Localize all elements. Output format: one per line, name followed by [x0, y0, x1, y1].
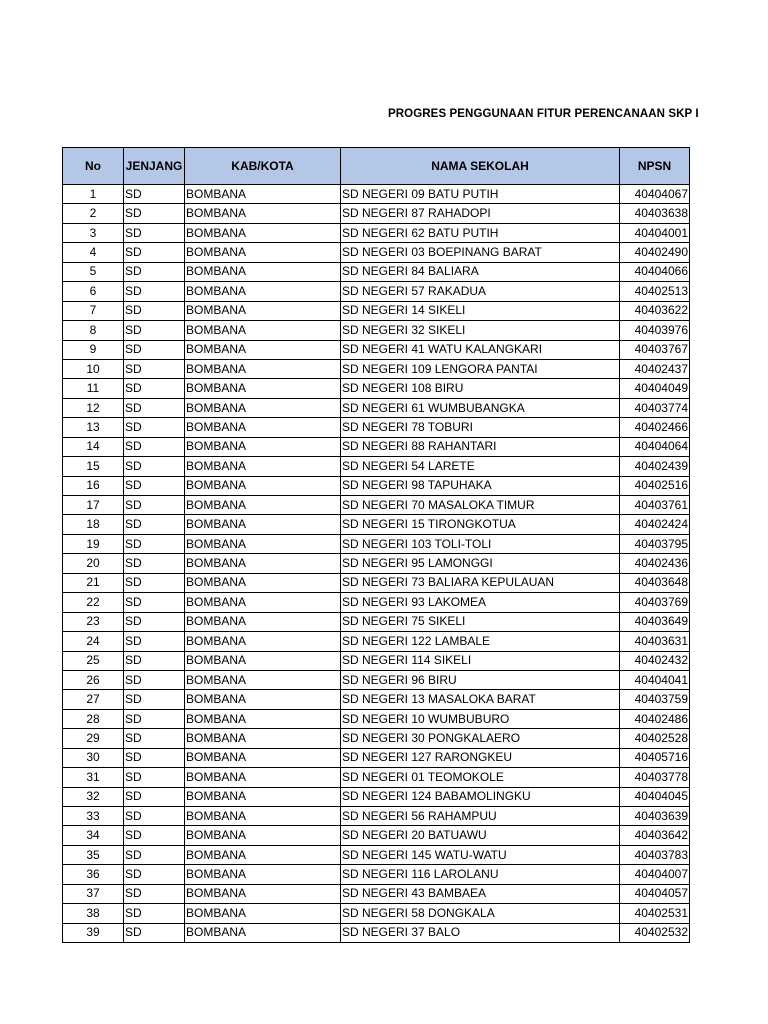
cell-no[interactable]: 36 [63, 865, 124, 884]
cell-kab-kota[interactable]: BOMBANA [185, 670, 341, 689]
header-row [63, 148, 690, 185]
cell-no[interactable]: 21 [63, 573, 124, 592]
cell-kab-kota[interactable]: BOMBANA [185, 457, 341, 476]
cell-no[interactable]: 14 [63, 437, 124, 456]
cell-nama-sekolah[interactable]: SD NEGERI 61 WUMBUBANGKA [341, 398, 620, 417]
cell-no[interactable]: 7 [63, 301, 124, 320]
cell-nama-sekolah[interactable]: SD NEGERI 01 TEOMOKOLE [341, 768, 620, 787]
cell-npsn[interactable]: 40403976 [620, 321, 690, 340]
cell-npsn[interactable]: 40403774 [620, 398, 690, 417]
cell-jenjang[interactable]: SD [124, 573, 185, 592]
cell-nama-sekolah[interactable]: SD NEGERI 32 SIKELI [341, 321, 620, 340]
cell-npsn[interactable]: 40403648 [620, 573, 690, 592]
cell-no[interactable]: 28 [63, 709, 124, 728]
table-row [63, 690, 690, 709]
table-row [63, 904, 690, 923]
table-row [63, 651, 690, 670]
cell-npsn[interactable]: 40402532 [620, 923, 690, 942]
cell-npsn[interactable]: 40403778 [620, 768, 690, 787]
cell-jenjang[interactable]: SD [124, 787, 185, 806]
cell-kab-kota[interactable]: BOMBANA [185, 884, 341, 903]
cell-kab-kota[interactable]: BOMBANA [185, 282, 341, 301]
cell-nama-sekolah[interactable]: SD NEGERI 10 WUMBUBURO [341, 709, 620, 728]
cell-no[interactable]: 19 [63, 534, 124, 553]
cell-nama-sekolah[interactable]: SD NEGERI 116 LAROLANU [341, 865, 620, 884]
cell-nama-sekolah[interactable]: SD NEGERI 127 RARONGKEU [341, 748, 620, 767]
cell-npsn[interactable]: 40402516 [620, 476, 690, 495]
table-row [63, 476, 690, 495]
cell-nama-sekolah[interactable]: SD NEGERI 98 TAPUHAKA [341, 476, 620, 495]
cell-npsn[interactable]: 40404001 [620, 223, 690, 242]
cell-jenjang[interactable]: SD [124, 884, 185, 903]
cell-nama-sekolah[interactable]: SD NEGERI 84 BALIARA [341, 262, 620, 281]
cell-kab-kota[interactable]: BOMBANA [185, 845, 341, 864]
cell-kab-kota[interactable]: BOMBANA [185, 223, 341, 242]
cell-jenjang[interactable]: SD [124, 593, 185, 612]
cell-kab-kota[interactable]: BOMBANA [185, 787, 341, 806]
table-row [63, 787, 690, 806]
cell-npsn[interactable]: 40402490 [620, 243, 690, 262]
table-row [63, 709, 690, 728]
cell-no[interactable]: 4 [63, 243, 124, 262]
cell-kab-kota[interactable]: BOMBANA [185, 748, 341, 767]
cell-kab-kota[interactable]: BOMBANA [185, 243, 341, 262]
cell-jenjang[interactable]: SD [124, 709, 185, 728]
cell-jenjang[interactable]: SD [124, 923, 185, 942]
cell-nama-sekolah[interactable]: SD NEGERI 54 LARETE [341, 457, 620, 476]
cell-no[interactable]: 13 [63, 418, 124, 437]
cell-npsn[interactable]: 40402466 [620, 418, 690, 437]
cell-jenjang[interactable]: SD [124, 340, 185, 359]
cell-kab-kota[interactable]: BOMBANA [185, 651, 341, 670]
cell-kab-kota[interactable]: BOMBANA [185, 709, 341, 728]
cell-npsn[interactable]: 40402432 [620, 651, 690, 670]
cell-npsn[interactable]: 40402528 [620, 729, 690, 748]
table-row [63, 729, 690, 748]
table-row [63, 457, 690, 476]
table-row [63, 923, 690, 942]
cell-jenjang[interactable]: SD [124, 437, 185, 456]
cell-no[interactable]: 32 [63, 787, 124, 806]
cell-no[interactable]: 37 [63, 884, 124, 903]
cell-kab-kota[interactable]: BOMBANA [185, 437, 341, 456]
cell-npsn[interactable]: 40402424 [620, 515, 690, 534]
cell-kab-kota[interactable]: BOMBANA [185, 612, 341, 631]
cell-kab-kota[interactable]: BOMBANA [185, 515, 341, 534]
cell-no[interactable]: 38 [63, 904, 124, 923]
schools-table [62, 147, 690, 943]
table-row [63, 865, 690, 884]
cell-kab-kota[interactable]: BOMBANA [185, 496, 341, 515]
cell-nama-sekolah[interactable]: SD NEGERI 20 BATUAWU [341, 826, 620, 845]
cell-kab-kota[interactable]: BOMBANA [185, 768, 341, 787]
cell-jenjang[interactable]: SD [124, 651, 185, 670]
cell-npsn[interactable]: 40403759 [620, 690, 690, 709]
cell-no[interactable]: 15 [63, 457, 124, 476]
cell-npsn[interactable]: 40403642 [620, 826, 690, 845]
cell-kab-kota[interactable]: BOMBANA [185, 398, 341, 417]
cell-nama-sekolah[interactable]: SD NEGERI 62 BATU PUTIH [341, 223, 620, 242]
cell-jenjang[interactable]: SD [124, 690, 185, 709]
cell-npsn[interactable]: 40404045 [620, 787, 690, 806]
cell-kab-kota[interactable]: BOMBANA [185, 729, 341, 748]
cell-kab-kota[interactable]: BOMBANA [185, 632, 341, 651]
cell-kab-kota[interactable]: BOMBANA [185, 321, 341, 340]
cell-jenjang[interactable]: SD [124, 826, 185, 845]
cell-npsn[interactable]: 40402531 [620, 904, 690, 923]
header-npsn: NPSN [620, 148, 690, 185]
cell-nama-sekolah[interactable]: SD NEGERI 103 TOLI-TOLI [341, 534, 620, 553]
cell-jenjang[interactable]: SD [124, 185, 185, 204]
cell-jenjang[interactable]: SD [124, 223, 185, 242]
cell-kab-kota[interactable]: BOMBANA [185, 204, 341, 223]
table-row [63, 398, 690, 417]
cell-nama-sekolah[interactable]: SD NEGERI 109 LENGORA PANTAI [341, 359, 620, 378]
sheet-title: PROGRES PENGGUNAAN FITUR PERENCANAAN SKP I [388, 108, 699, 120]
cell-nama-sekolah[interactable]: SD NEGERI 14 SIKELI [341, 301, 620, 320]
cell-nama-sekolah[interactable]: SD NEGERI 88 RAHANTARI [341, 437, 620, 456]
cell-npsn[interactable]: 40403622 [620, 301, 690, 320]
table-row [63, 282, 690, 301]
cell-jenjang[interactable]: SD [124, 612, 185, 631]
table-row [63, 826, 690, 845]
table-row [63, 554, 690, 573]
cell-nama-sekolah[interactable]: SD NEGERI 114 SIKELI [341, 651, 620, 670]
cell-npsn[interactable]: 40402486 [620, 709, 690, 728]
cell-kab-kota[interactable]: BOMBANA [185, 904, 341, 923]
cell-no[interactable]: 11 [63, 379, 124, 398]
table-row [63, 612, 690, 631]
table-row [63, 379, 690, 398]
cell-npsn[interactable]: 40404064 [620, 437, 690, 456]
table-body [63, 185, 690, 943]
cell-no[interactable]: 39 [63, 923, 124, 942]
cell-npsn[interactable]: 40403761 [620, 496, 690, 515]
cell-npsn[interactable]: 40404067 [620, 185, 690, 204]
cell-jenjang[interactable]: SD [124, 496, 185, 515]
header-nama-sekolah: NAMA SEKOLAH [341, 148, 620, 185]
cell-npsn[interactable]: 40404007 [620, 865, 690, 884]
cell-kab-kota[interactable]: BOMBANA [185, 865, 341, 884]
cell-no[interactable]: 2 [63, 204, 124, 223]
cell-nama-sekolah[interactable]: SD NEGERI 43 BAMBAEA [341, 884, 620, 903]
cell-nama-sekolah[interactable]: SD NEGERI 145 WATU-WATU [341, 845, 620, 864]
cell-no[interactable]: 30 [63, 748, 124, 767]
cell-no[interactable]: 17 [63, 496, 124, 515]
table-row [63, 807, 690, 826]
table-row [63, 301, 690, 320]
table-row [63, 768, 690, 787]
cell-no[interactable]: 8 [63, 321, 124, 340]
cell-no[interactable]: 16 [63, 476, 124, 495]
cell-jenjang[interactable]: SD [124, 204, 185, 223]
cell-nama-sekolah[interactable]: SD NEGERI 73 BALIARA KEPULAUAN [341, 573, 620, 592]
cell-jenjang[interactable]: SD [124, 534, 185, 553]
cell-no[interactable]: 20 [63, 554, 124, 573]
cell-npsn[interactable]: 40403769 [620, 593, 690, 612]
cell-no[interactable]: 6 [63, 282, 124, 301]
cell-kab-kota[interactable]: BOMBANA [185, 573, 341, 592]
cell-jenjang[interactable]: SD [124, 729, 185, 748]
cell-nama-sekolah[interactable]: SD NEGERI 57 RAKADUA [341, 282, 620, 301]
cell-nama-sekolah[interactable]: SD NEGERI 09 BATU PUTIH [341, 185, 620, 204]
cell-jenjang[interactable]: SD [124, 748, 185, 767]
cell-no[interactable]: 1 [63, 185, 124, 204]
cell-npsn[interactable]: 40402437 [620, 359, 690, 378]
cell-npsn[interactable]: 40403767 [620, 340, 690, 359]
cell-kab-kota[interactable]: BOMBANA [185, 593, 341, 612]
cell-jenjang[interactable]: SD [124, 845, 185, 864]
cell-npsn[interactable]: 40404049 [620, 379, 690, 398]
cell-jenjang[interactable]: SD [124, 301, 185, 320]
cell-nama-sekolah[interactable]: SD NEGERI 03 BOEPINANG BARAT [341, 243, 620, 262]
cell-jenjang[interactable]: SD [124, 321, 185, 340]
cell-jenjang[interactable]: SD [124, 515, 185, 534]
table-row [63, 243, 690, 262]
table-row [63, 573, 690, 592]
cell-jenjang[interactable]: SD [124, 554, 185, 573]
table-row [63, 534, 690, 553]
cell-jenjang[interactable]: SD [124, 457, 185, 476]
cell-npsn[interactable]: 40402436 [620, 554, 690, 573]
cell-kab-kota[interactable]: BOMBANA [185, 923, 341, 942]
cell-kab-kota[interactable]: BOMBANA [185, 534, 341, 553]
cell-no[interactable]: 33 [63, 807, 124, 826]
header-no: No [63, 148, 124, 185]
cell-no[interactable]: 5 [63, 262, 124, 281]
table-row [63, 340, 690, 359]
cell-nama-sekolah[interactable]: SD NEGERI 30 PONGKALAERO [341, 729, 620, 748]
cell-kab-kota[interactable]: BOMBANA [185, 359, 341, 378]
cell-no[interactable]: 27 [63, 690, 124, 709]
cell-nama-sekolah[interactable]: SD NEGERI 78 TOBURI [341, 418, 620, 437]
table-row [63, 670, 690, 689]
cell-npsn[interactable]: 40404066 [620, 262, 690, 281]
cell-no[interactable]: 25 [63, 651, 124, 670]
cell-npsn[interactable]: 40403649 [620, 612, 690, 631]
cell-jenjang[interactable]: SD [124, 476, 185, 495]
cell-jenjang[interactable]: SD [124, 243, 185, 262]
cell-no[interactable]: 34 [63, 826, 124, 845]
cell-kab-kota[interactable]: BOMBANA [185, 826, 341, 845]
cell-no[interactable]: 23 [63, 612, 124, 631]
cell-npsn[interactable]: 40404041 [620, 670, 690, 689]
cell-jenjang[interactable]: SD [124, 359, 185, 378]
cell-npsn[interactable]: 40403795 [620, 534, 690, 553]
cell-npsn[interactable]: 40405716 [620, 748, 690, 767]
cell-kab-kota[interactable]: BOMBANA [185, 418, 341, 437]
cell-nama-sekolah[interactable]: SD NEGERI 124 BABAMOLINGKU [341, 787, 620, 806]
cell-kab-kota[interactable]: BOMBANA [185, 476, 341, 495]
cell-npsn[interactable]: 40403783 [620, 845, 690, 864]
cell-no[interactable]: 26 [63, 670, 124, 689]
cell-jenjang[interactable]: SD [124, 865, 185, 884]
cell-nama-sekolah[interactable]: SD NEGERI 41 WATU KALANGKARI [341, 340, 620, 359]
cell-nama-sekolah[interactable]: SD NEGERI 58 DONGKALA [341, 904, 620, 923]
cell-nama-sekolah[interactable]: SD NEGERI 13 MASALOKA BARAT [341, 690, 620, 709]
cell-nama-sekolah[interactable]: SD NEGERI 122 LAMBALE [341, 632, 620, 651]
cell-jenjang[interactable]: SD [124, 398, 185, 417]
cell-jenjang[interactable]: SD [124, 418, 185, 437]
cell-npsn[interactable]: 40403639 [620, 807, 690, 826]
table-row [63, 321, 690, 340]
cell-no[interactable]: 29 [63, 729, 124, 748]
cell-nama-sekolah[interactable]: SD NEGERI 37 BALO [341, 923, 620, 942]
cell-no[interactable]: 24 [63, 632, 124, 651]
table-row [63, 359, 690, 378]
cell-npsn[interactable]: 40404057 [620, 884, 690, 903]
cell-nama-sekolah[interactable]: SD NEGERI 56 RAHAMPUU [341, 807, 620, 826]
cell-kab-kota[interactable]: BOMBANA [185, 690, 341, 709]
cell-nama-sekolah[interactable]: SD NEGERI 87 RAHADOPI [341, 204, 620, 223]
table-row [63, 593, 690, 612]
cell-nama-sekolah[interactable]: SD NEGERI 108 BIRU [341, 379, 620, 398]
table-row [63, 262, 690, 281]
cell-jenjang[interactable]: SD [124, 262, 185, 281]
cell-jenjang[interactable]: SD [124, 632, 185, 651]
cell-nama-sekolah[interactable]: SD NEGERI 95 LAMONGGI [341, 554, 620, 573]
table-row [63, 515, 690, 534]
cell-no[interactable]: 12 [63, 398, 124, 417]
cell-npsn[interactable]: 40403638 [620, 204, 690, 223]
header-kab-kota: KAB/KOTA [185, 148, 341, 185]
cell-nama-sekolah[interactable]: SD NEGERI 75 SIKELI [341, 612, 620, 631]
cell-no[interactable]: 9 [63, 340, 124, 359]
table-row [63, 204, 690, 223]
cell-no[interactable]: 35 [63, 845, 124, 864]
table-row [63, 884, 690, 903]
cell-kab-kota[interactable]: BOMBANA [185, 301, 341, 320]
cell-jenjang[interactable]: SD [124, 768, 185, 787]
table-row [63, 418, 690, 437]
cell-no[interactable]: 22 [63, 593, 124, 612]
cell-npsn[interactable]: 40403631 [620, 632, 690, 651]
cell-kab-kota[interactable]: BOMBANA [185, 379, 341, 398]
table-row [63, 748, 690, 767]
cell-npsn[interactable]: 40402513 [620, 282, 690, 301]
header-jenjang: JENJANG [124, 148, 185, 185]
cell-no[interactable]: 31 [63, 768, 124, 787]
cell-kab-kota[interactable]: BOMBANA [185, 262, 341, 281]
table-row [63, 632, 690, 651]
table-row [63, 223, 690, 242]
cell-kab-kota[interactable]: BOMBANA [185, 807, 341, 826]
cell-jenjang[interactable]: SD [124, 379, 185, 398]
cell-npsn[interactable]: 40402439 [620, 457, 690, 476]
cell-kab-kota[interactable]: BOMBANA [185, 185, 341, 204]
cell-nama-sekolah[interactable]: SD NEGERI 93 LAKOMEA [341, 593, 620, 612]
cell-jenjang[interactable]: SD [124, 807, 185, 826]
cell-jenjang[interactable]: SD [124, 670, 185, 689]
cell-kab-kota[interactable]: BOMBANA [185, 554, 341, 573]
table-row [63, 437, 690, 456]
cell-kab-kota[interactable]: BOMBANA [185, 340, 341, 359]
cell-nama-sekolah[interactable]: SD NEGERI 70 MASALOKA TIMUR [341, 496, 620, 515]
cell-no[interactable]: 18 [63, 515, 124, 534]
cell-jenjang[interactable]: SD [124, 282, 185, 301]
cell-no[interactable]: 3 [63, 223, 124, 242]
table-row [63, 845, 690, 864]
cell-no[interactable]: 10 [63, 359, 124, 378]
table-row [63, 496, 690, 515]
cell-jenjang[interactable]: SD [124, 904, 185, 923]
cell-nama-sekolah[interactable]: SD NEGERI 96 BIRU [341, 670, 620, 689]
cell-nama-sekolah[interactable]: SD NEGERI 15 TIRONGKOTUA [341, 515, 620, 534]
table-row [63, 185, 690, 204]
